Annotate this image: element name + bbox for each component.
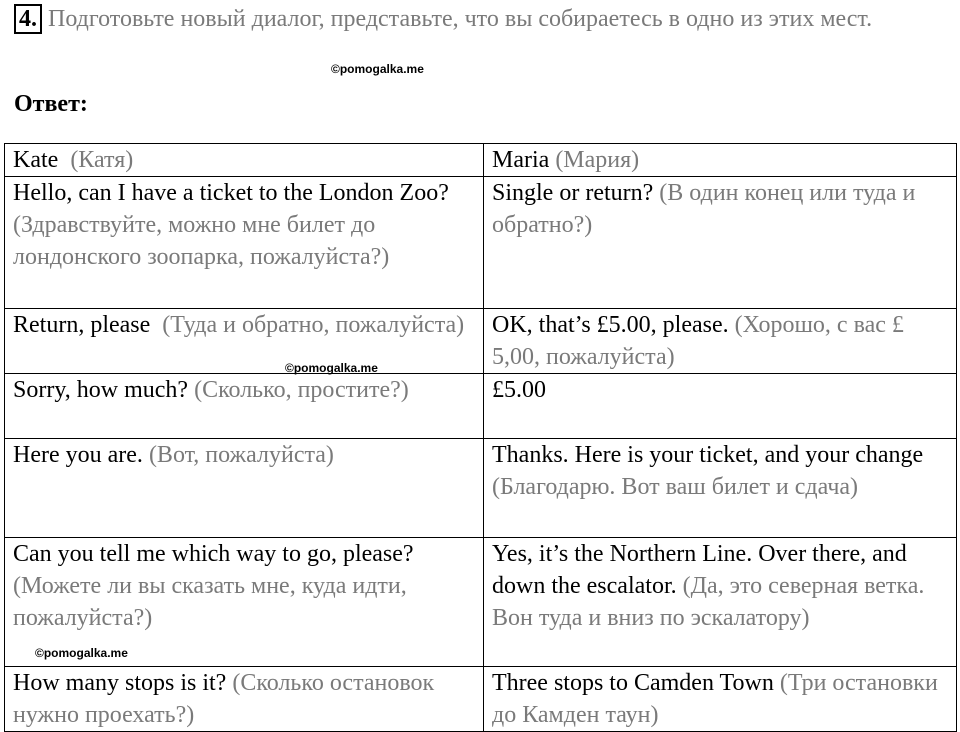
- task-text: Подготовьте новый диалог, представьте, что вы собираетесь в одно из этих мест.: [48, 6, 873, 32]
- dialog-row: [5, 309, 957, 374]
- english-phrase: £5.00: [492, 377, 546, 403]
- speaker-name-ru: (Мария): [555, 147, 640, 173]
- maria-line: [484, 177, 957, 309]
- kate-line: [5, 309, 484, 374]
- dialog-header-row: [5, 144, 957, 177]
- russian-translation: (Здравствуйте, можно мне билет до лондонского зоопарка, пожалуйста?): [13, 212, 390, 270]
- watermark-bottom: ©pomogalka.me: [35, 646, 128, 660]
- russian-translation: (В один конец или туда и обратно?): [492, 180, 916, 238]
- english-phrase: How many stops is it?: [13, 670, 227, 696]
- header-kate: [5, 144, 484, 177]
- dialog-row: [5, 439, 957, 538]
- dialog-table: [4, 143, 957, 732]
- dialog-row: [5, 177, 957, 309]
- maria-line: [484, 439, 957, 538]
- speaker-name-ru: (Катя): [70, 147, 134, 173]
- watermark-middle: ©pomogalka.me: [285, 361, 378, 375]
- russian-translation: (Вот, пожалуйста): [148, 442, 334, 468]
- speaker-name: Maria: [492, 147, 550, 173]
- english-phrase: OK, that’s £5.00, please.: [492, 312, 729, 338]
- dialog-row: [5, 667, 957, 732]
- russian-translation: (Можете ли вы сказать мне, куда идти, пожалуйста?): [13, 573, 407, 631]
- maria-line: [484, 667, 957, 732]
- dialog-row: [5, 538, 957, 667]
- header-maria: [484, 144, 957, 177]
- english-phrase: Return, please: [13, 312, 151, 338]
- maria-line: [484, 374, 957, 439]
- english-phrase: Three stops to Camden Town: [492, 670, 774, 696]
- russian-translation: (Сколько остановок нужно проехать?): [13, 670, 435, 728]
- kate-line: [5, 374, 484, 439]
- task-number: 4.: [14, 4, 42, 34]
- dialog-row: [5, 374, 957, 439]
- task-statement: [14, 3, 944, 36]
- maria-line: [484, 538, 957, 667]
- kate-line: [5, 439, 484, 538]
- english-phrase: Hello, can I have a ticket to the London Zoo?: [13, 180, 449, 206]
- russian-translation: (Три остановки до Камден таун): [492, 670, 938, 728]
- english-phrase: Sorry, how much?: [13, 377, 189, 403]
- russian-translation: (Хорошо, с вас £ 5,00, пожалуйста): [492, 312, 904, 370]
- russian-translation: (Сколько, простите?): [194, 377, 409, 403]
- answer-label: Ответ:: [14, 91, 88, 117]
- english-phrase: Thanks. Here is your ticket, and your change: [492, 442, 924, 468]
- kate-line: [5, 177, 484, 309]
- speaker-name: Kate: [13, 147, 59, 173]
- russian-translation: (Да, это северная ветка. Вон туда и вниз по эскалатору): [492, 573, 925, 631]
- russian-translation: (Благодарю. Вот ваш билет и сдача): [492, 474, 859, 500]
- english-phrase: Single or return?: [492, 180, 654, 206]
- english-phrase: Here you are.: [13, 442, 143, 468]
- maria-line: [484, 309, 957, 374]
- watermark-top: ©pomogalka.me: [331, 62, 424, 76]
- english-phrase: Can you tell me which way to go, please?: [13, 541, 414, 567]
- russian-translation: (Туда и обратно, пожалуйста): [162, 312, 465, 338]
- kate-line: [5, 667, 484, 732]
- english-phrase: Yes, it’s the Northern Line. Over there, and down the escalator.: [492, 541, 907, 599]
